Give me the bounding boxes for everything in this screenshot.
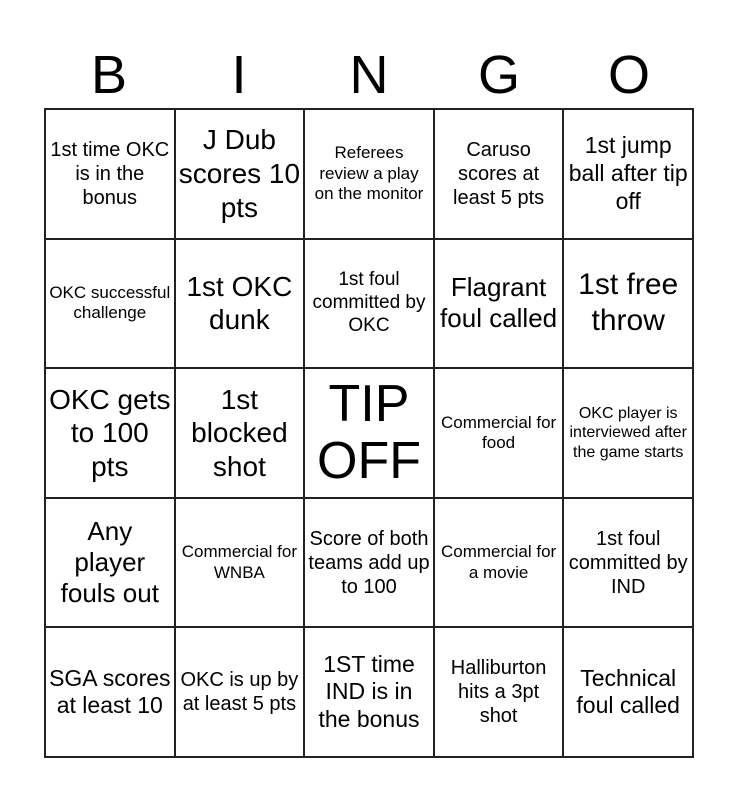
bingo-cell[interactable]	[563, 627, 693, 757]
cell-text: 1st free throw	[578, 268, 679, 338]
cell-text: Caruso scores at least 5 pts	[453, 138, 545, 209]
cell-text: SGA scores at least 10	[49, 664, 171, 719]
cell-text: OKC player is interviewed after the game starts	[569, 405, 687, 461]
header-letter-i: I	[231, 45, 247, 105]
cell-text: 1st foul committed by IND	[568, 527, 688, 598]
bingo-card-grid	[44, 108, 694, 758]
bingo-header	[44, 44, 694, 106]
bingo-cell[interactable]	[45, 109, 175, 239]
cell-text: Technical foul called	[576, 664, 680, 719]
cell-text: 1ST time IND is in the bonus	[318, 650, 420, 732]
free-space[interactable]	[304, 368, 434, 498]
header-letter-n: N	[349, 45, 389, 105]
cell-text: OKC is up by at least 5 pts	[180, 669, 299, 716]
cell-text: Flagrant foul called	[440, 272, 558, 334]
cell-text: Any player fouls out	[60, 515, 159, 609]
bingo-cell[interactable]	[45, 239, 175, 369]
cell-text: Commercial for food	[440, 412, 557, 452]
bingo-cell[interactable]	[175, 627, 305, 757]
cell-text: J Dub scores 10 pts	[178, 124, 301, 223]
bingo-cell[interactable]	[563, 368, 693, 498]
bingo-cell[interactable]	[45, 498, 175, 628]
bingo-cell[interactable]	[175, 109, 305, 239]
bingo-cell[interactable]	[434, 109, 564, 239]
bingo-cell[interactable]	[175, 239, 305, 369]
bingo-cell[interactable]	[434, 498, 564, 628]
cell-text: Commercial for WNBA	[181, 542, 298, 582]
bingo-cell[interactable]	[434, 627, 564, 757]
cell-text: Score of both teams add up to 100	[308, 527, 430, 598]
bingo-cell[interactable]	[563, 498, 693, 628]
cell-text: Commercial for a movie	[440, 542, 557, 582]
bingo-cell[interactable]	[304, 239, 434, 369]
cell-text: 1st jump ball after tip off	[568, 132, 688, 214]
bingo-cell[interactable]	[434, 368, 564, 498]
cell-text: 1st foul committed by OKC	[312, 269, 426, 336]
bingo-cell[interactable]	[563, 109, 693, 239]
bingo-cell[interactable]	[45, 627, 175, 757]
bingo-cell[interactable]	[175, 498, 305, 628]
cell-text: OKC successful challenge	[49, 283, 171, 323]
bingo-cell[interactable]	[45, 368, 175, 498]
bingo-cell[interactable]	[434, 239, 564, 369]
cell-text: Halliburton hits a 3pt shot	[450, 657, 547, 728]
cell-text: 1st OKC dunk	[186, 270, 293, 336]
bingo-cell[interactable]	[304, 498, 434, 628]
header-letter-g: G	[477, 45, 520, 105]
cell-text: 1st time OKC is in the bonus	[50, 138, 170, 209]
cell-text: 1st blocked shot	[191, 383, 288, 482]
cell-text: Referees review a play on the monitor	[314, 143, 424, 203]
bingo-cell[interactable]	[563, 239, 693, 369]
header-letter-o: O	[607, 45, 650, 105]
bingo-cell[interactable]	[304, 109, 434, 239]
bingo-cell[interactable]	[304, 627, 434, 757]
bingo-cell[interactable]	[175, 368, 305, 498]
free-space-text: TIP OFF	[317, 374, 421, 490]
cell-text: OKC gets to 100 pts	[49, 383, 171, 482]
header-letter-b: B	[90, 45, 128, 105]
